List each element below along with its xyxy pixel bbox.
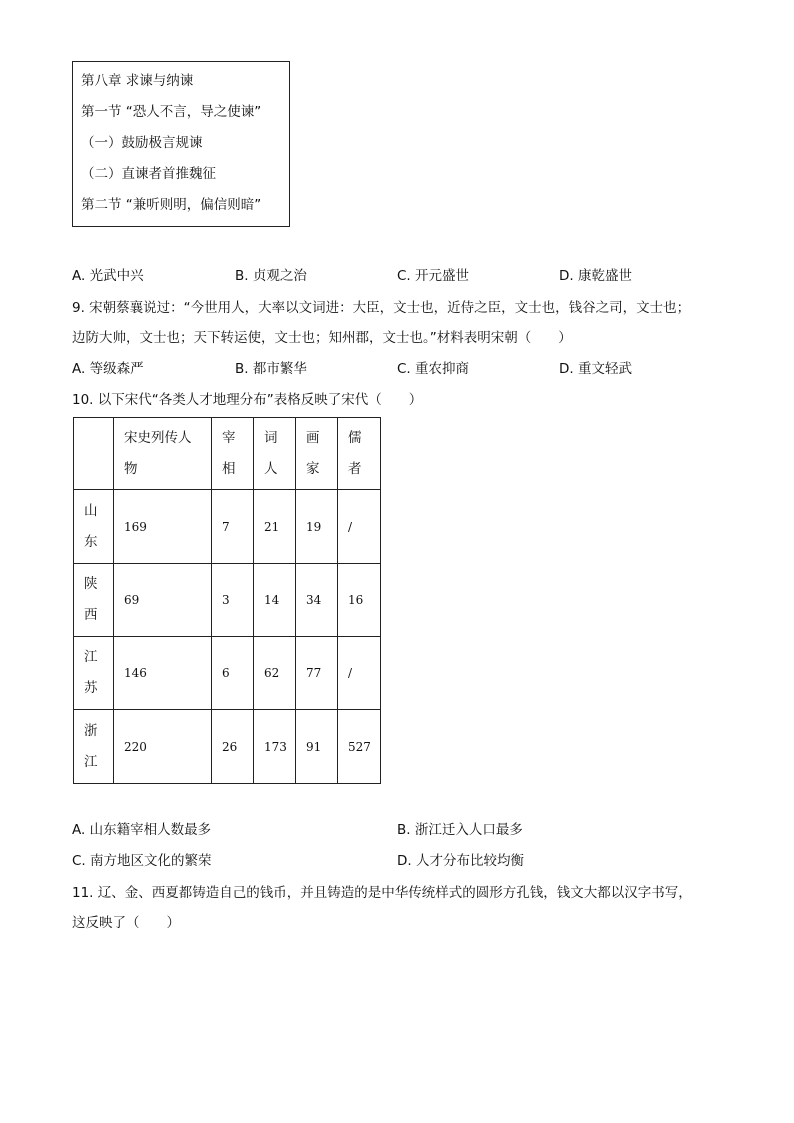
table-row: [74, 637, 381, 710]
table-cell: 26: [212, 710, 254, 784]
outline-chapter: 第八章 求谏与纳谏: [81, 73, 194, 89]
table-cell: 146: [114, 637, 212, 710]
table-cell: 19: [296, 490, 338, 564]
table-region-cell: 山 东: [74, 490, 114, 564]
q9-option-a[interactable]: A. 等级森严: [72, 361, 144, 377]
outline-subsection-2: （二）直谏者首推魏征: [81, 166, 216, 182]
q10-stem: 10. 以下宋代“各类人才地理分布”表格反映了宋代（ ）: [72, 392, 423, 408]
table-cell: 62: [254, 637, 296, 710]
q10-option-c[interactable]: C. 南方地区文化的繁荣: [72, 853, 212, 869]
table-row: [74, 564, 381, 637]
q8-option-c[interactable]: C. 开元盛世: [397, 268, 470, 284]
q9-option-c[interactable]: C. 重农抑商: [397, 361, 470, 377]
table-cell: 527: [338, 710, 381, 784]
table-cell: 77: [296, 637, 338, 710]
q8-option-a[interactable]: A. 光武中兴: [72, 268, 144, 284]
table-cell: 173: [254, 710, 296, 784]
q11-stem-line1: 11. 辽、金、西夏都铸造自己的钱币，并且铸造的是中华传统样式的圆形方孔钱，钱文大都以汉字书写，: [72, 885, 692, 901]
table-cell: 14: [254, 564, 296, 637]
table-region-cell: 江 苏: [74, 637, 114, 710]
q11-stem-line2: 这反映了（ ）: [72, 915, 180, 931]
table-cell: 21: [254, 490, 296, 564]
table-cell: /: [338, 490, 381, 564]
q10-option-b[interactable]: B. 浙江迁入人口最多: [397, 822, 523, 838]
table-header-cell: 画 家: [296, 418, 338, 490]
table-cell: 16: [338, 564, 381, 637]
q9-option-b[interactable]: B. 都市繁华: [235, 361, 307, 377]
table-cell: 7: [212, 490, 254, 564]
q8-option-b[interactable]: B. 贞观之治: [235, 268, 307, 284]
table-header-row: [74, 418, 381, 490]
table-cell: 220: [114, 710, 212, 784]
outline-section-2: 第二节 “兼听则明，偏信则暗”: [81, 197, 262, 213]
table-header-cell: 宰 相: [212, 418, 254, 490]
table-cell: 6: [212, 637, 254, 710]
table-cell: /: [338, 637, 381, 710]
q9-option-d[interactable]: D. 重文轻武: [559, 361, 632, 377]
table-corner-cell: [74, 418, 114, 490]
table-region-cell: 陕 西: [74, 564, 114, 637]
outline-section-1: 第一节 “恐人不言，导之使谏”: [81, 104, 262, 120]
outline-box: [72, 61, 290, 227]
table-row: [74, 710, 381, 784]
table-cell: 3: [212, 564, 254, 637]
talent-distribution-table: [73, 417, 381, 784]
table-header-cell: 词 人: [254, 418, 296, 490]
q9-stem-line2: 边防大帅，文士也；天下转运使，文士也；知州郡，文士也。”材料表明宋朝（ ）: [72, 330, 572, 346]
table-cell: 34: [296, 564, 338, 637]
table-cell: 91: [296, 710, 338, 784]
table-header-cell: 宋史列传人 物: [114, 418, 212, 490]
table-cell: 69: [114, 564, 212, 637]
q9-stem-line1: 9. 宋朝蔡襄说过：“今世用人，大率以文词进：大臣，文士也，近侍之臣，文士也，钱谷之司，文士也；: [72, 300, 691, 316]
table-header-cell: 儒 者: [338, 418, 381, 490]
table-row: [74, 490, 381, 564]
table-cell: 169: [114, 490, 212, 564]
q10-option-d[interactable]: D. 人才分布比较均衡: [397, 853, 524, 869]
table-region-cell: 浙 江: [74, 710, 114, 784]
q10-option-a[interactable]: A. 山东籍宰相人数最多: [72, 822, 212, 838]
outline-subsection-1: （一）鼓励极言规谏: [81, 135, 203, 151]
q8-option-d[interactable]: D. 康乾盛世: [559, 268, 632, 284]
